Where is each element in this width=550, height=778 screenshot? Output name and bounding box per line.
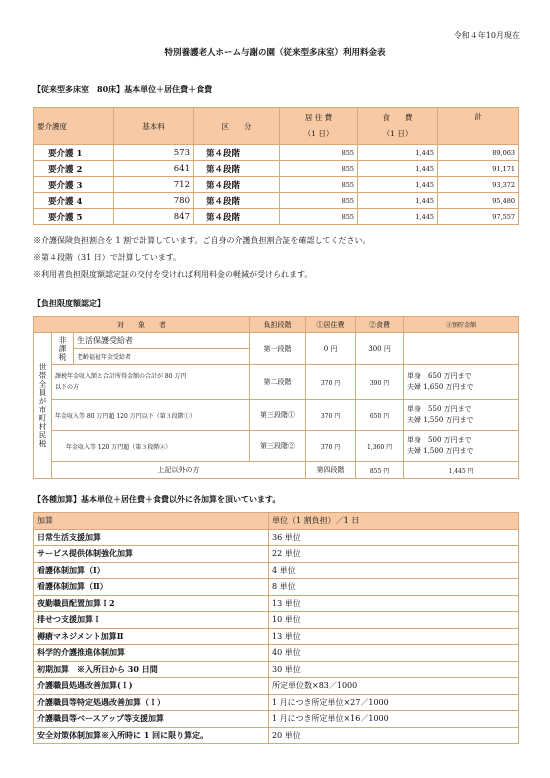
note-stage-basis: ※第４段階（31 日）で計算しています。 [33,253,182,262]
col-care-level: 要介護度 [34,108,114,145]
col-food-fee: 食 費 （1 日） [358,108,438,145]
document-title: 特別養護老人ホーム与謝の園（従来型多床室）利用料金表 [164,48,386,58]
additions-table [33,512,519,744]
room-fee-table [33,107,519,225]
col-target: 対 象 者 [34,317,250,333]
note-reduction: ※利用者負担限度額認定証の交付を受ければ利用料金の軽減が受けられます。 [33,270,313,279]
table-row: 要介護 4 780 第４段階 855 1,445 95,480 [34,193,519,209]
table-row: 老齢福祉年金受給者 [34,349,519,365]
table-row: 介護職員等特定処遇改善加算（Ｉ） 1 月につき所定単位×27／1000 [34,694,519,711]
col-deposit: ③預貯金額 [404,317,519,333]
table-row: 看護体制加算（Ⅰ） 4 単位 [34,562,519,579]
table-row: 看護体制加算（Ⅱ） 8 単位 [34,579,519,596]
table-row: 夜勤職員配置加算Ｉ2 13 単位 [34,595,519,612]
note-copay-ratio: ※介護保険負担割合を 1 割で計算しています。ご自身の介護負担割合証を確認してください。 [33,236,371,245]
non-taxable-label: 非課税 [52,333,74,365]
col-room-fee: 居 住 費 （1 日） [280,108,358,145]
table-row: 介護職員処遇改善加算(Ｉ) 所定単位数×83／1000 [34,678,519,695]
additions-header-row [34,513,519,530]
table-row: 介護職員等ベースアップ等支援加算 1 月につき所定単位×16／1000 [34,711,519,728]
col-addition: 加算 [34,513,269,530]
table-row: 年金収入等 80 万円超 120 万円以下（第３段階①） 第三段階① 370 円 650 円 単身 550 万円まで 夫婦 1,550 万円まで [34,400,519,431]
table-row: 日常生活支援加算 36 単位 [34,529,519,546]
table-row: 要介護 2 641 第４段階 855 1,445 91,171 [34,161,519,177]
col-unit: 単位（1 割負担）／1 日 [269,513,519,530]
limit-header-row [34,317,519,333]
room-fee-header-row [34,108,519,145]
col-burden-stage: 負担段階 [250,317,306,333]
table-row: 安全対策体制加算※入所時に 1 回に限り算定。 20 単位 [34,727,519,744]
document-date: 令和４年10月現在 [453,31,520,40]
fee-notes [33,232,371,283]
table-row: 要介護 3 712 第４段階 855 1,445 93,372 [34,177,519,193]
col-room-cost: ①居住費 [306,317,356,333]
table-row: 褥瘡マネジメント加算Ⅱ 13 単位 [34,628,519,645]
table-row: 要介護 5 847 第４段階 855 1,445 97,557 [34,209,519,225]
table-row: 課税年金収入額と合計所得金額の合計が 80 万円 以下の方 第二段階 370 円 390 円 単身 650 万円まで 夫婦 1,650 万円まで [34,365,519,400]
table-row: 排せつ支援加算Ｉ 10 単位 [34,612,519,629]
table-row: 年金収入等 120 万円超（第３段階②） 第三段階② 370 円 1,360 円 単身 500 万円まで 夫婦 1,500 万円まで [34,431,519,462]
col-food-cost: ②食費 [356,317,404,333]
col-base-fee: 基本料 [114,108,194,145]
table-row: 初期加算 ※入所日から 30 日間 30 単位 [34,661,519,678]
col-total: 計 [438,108,519,145]
table-row: 科学的介護推進体制加算 40 単位 [34,645,519,662]
section-additions-heading: 【各種加算】基本単位＋居住費＋食費以外に各加算を頂いています。 [33,494,281,504]
limit-certification-table [33,316,519,479]
household-tax-exempt-label: 世帯全員が市町村民税 [34,333,52,479]
section-room-fees-heading: 【従来型多床室 80床】基本単位＋居住費＋食費 [33,84,213,94]
table-row: サービス提供体制強化加算 22 単位 [34,546,519,563]
col-stage: 区 分 [194,108,280,145]
table-row: 世帯全員が市町村民税 非課税 生活保護受給者 第一段階 0 円 300 円 [34,333,519,349]
table-row: 上記以外の方 第四段階 855 円 1,445 円 [34,462,519,479]
section-limit-heading: 【負担限度額認定】 [33,298,105,308]
table-row: 要介護 1 573 第４段階 855 1,445 89,063 [34,145,519,161]
